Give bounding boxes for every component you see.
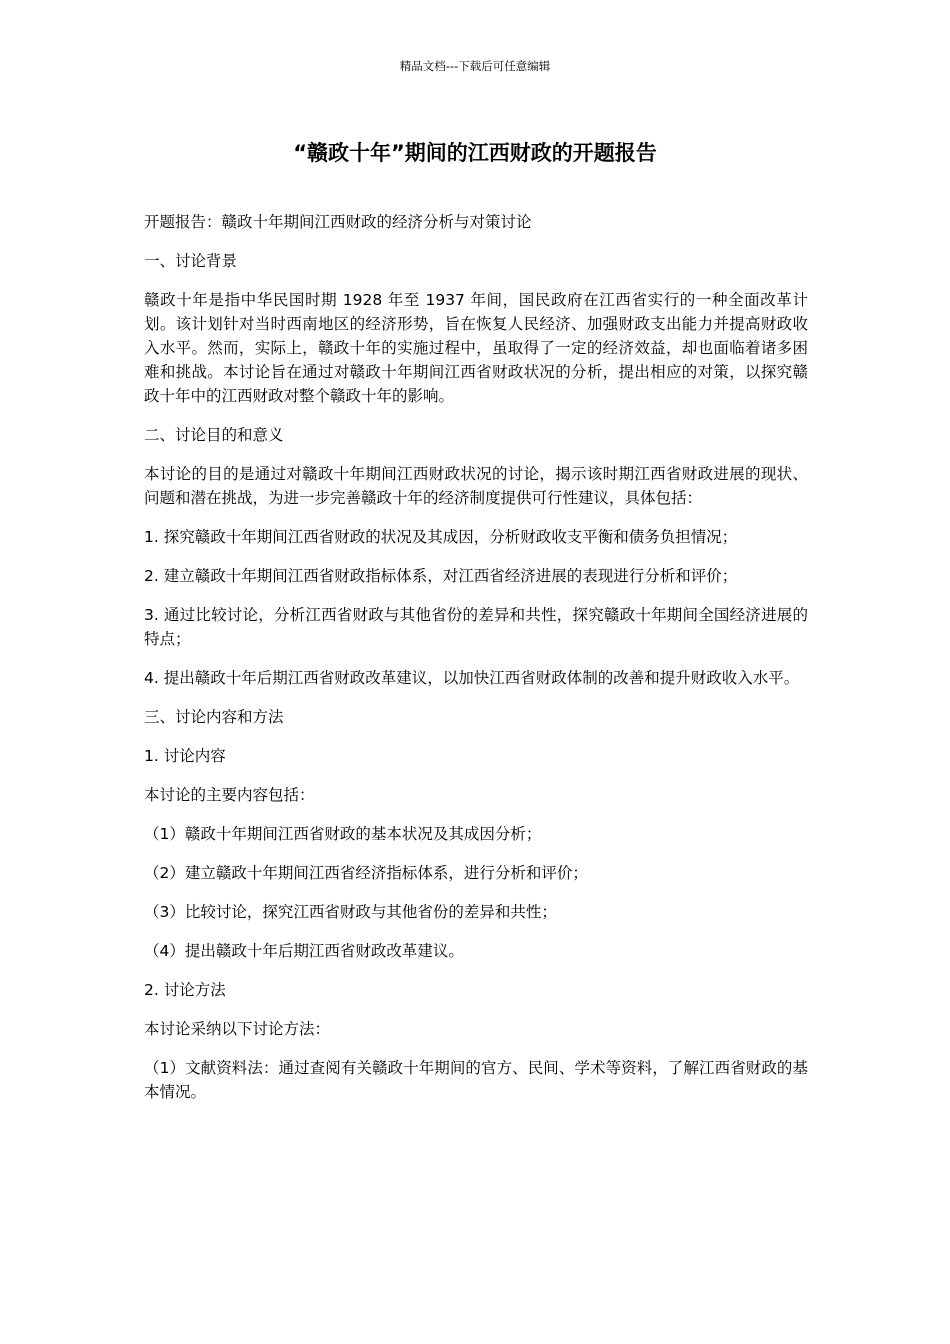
method-item: （1）文献资料法：通过查阅有关赣政十年期间的官方、民间、学术等资料，了解江西省财政的基本情况。 — [144, 1059, 808, 1101]
method-intro: 本讨论采纳以下讨论方法： — [144, 1020, 331, 1038]
purpose-intro-paragraph: 本讨论的目的是通过对赣政十年期间江西财政状况的讨论，揭示该时期江西省财政进展的现状、问题和潜在挑战，为进一步完善赣政十年的经济制度提供可行性建议，具体包括： — [144, 465, 808, 507]
content-item: （1）赣政十年期间江西省财政的基本状况及其成因分析； — [144, 825, 542, 843]
page-header: 精品文档---下载后可任意编辑 — [399, 59, 551, 73]
purpose-item: 3. 通过比较讨论，分析江西省财政与其他省份的差异和共性，探究赣政十年期间全国经济进展的特点； — [144, 606, 808, 648]
content-intro: 本讨论的主要内容包括： — [144, 786, 315, 804]
background-paragraph: 赣政十年是指中华民国时期 1928 年至 1937 年间，国民政府在江西省实行的一种全面改革计划。该计划针对当时西南地区的经济形势，旨在恢复人民经济、加强财政支出能力并提高财政收入水平。然而，实际上，赣政十年的实施过程中，虽取得了一定的经济效益，却也面临着诸多困难和挑战。本讨论旨在通过对赣政十年期间江西省财政状况的分析，提出相应的对策，以探究赣政十年中的江西财政对整个赣政十年的影响。 — [144, 291, 808, 405]
document-body — [144, 210, 808, 1119]
section-heading-purpose: 二、讨论目的和意义 — [144, 426, 284, 444]
report-subtitle: 开题报告：赣政十年期间江西财政的经济分析与对策讨论 — [144, 213, 532, 231]
purpose-item: 4. 提出赣政十年后期江西省财政改革建议，以加快江西省财政体制的改善和提升财政收入水平。 — [144, 669, 800, 687]
section-heading-content-method: 三、讨论内容和方法 — [144, 708, 284, 726]
subsection-heading-method: 2. 讨论方法 — [144, 981, 226, 999]
content-item: （3）比较讨论，探究江西省财政与其他省份的差异和共性； — [144, 903, 557, 921]
purpose-item: 1. 探究赣政十年期间江西省财政的状况及其成因，分析财政收支平衡和债务负担情况； — [144, 528, 738, 546]
subsection-heading-content: 1. 讨论内容 — [144, 747, 226, 765]
document-title: “赣政十年”期间的江西财政的开题报告 — [293, 141, 657, 165]
purpose-item: 2. 建立赣政十年期间江西省财政指标体系，对江西省经济进展的表现进行分析和评价； — [144, 567, 738, 585]
content-item: （4）提出赣政十年后期江西省财政改革建议。 — [144, 942, 464, 960]
content-item: （2）建立赣政十年期间江西省经济指标体系，进行分析和评价； — [144, 864, 588, 882]
section-heading-background: 一、讨论背景 — [144, 252, 238, 270]
